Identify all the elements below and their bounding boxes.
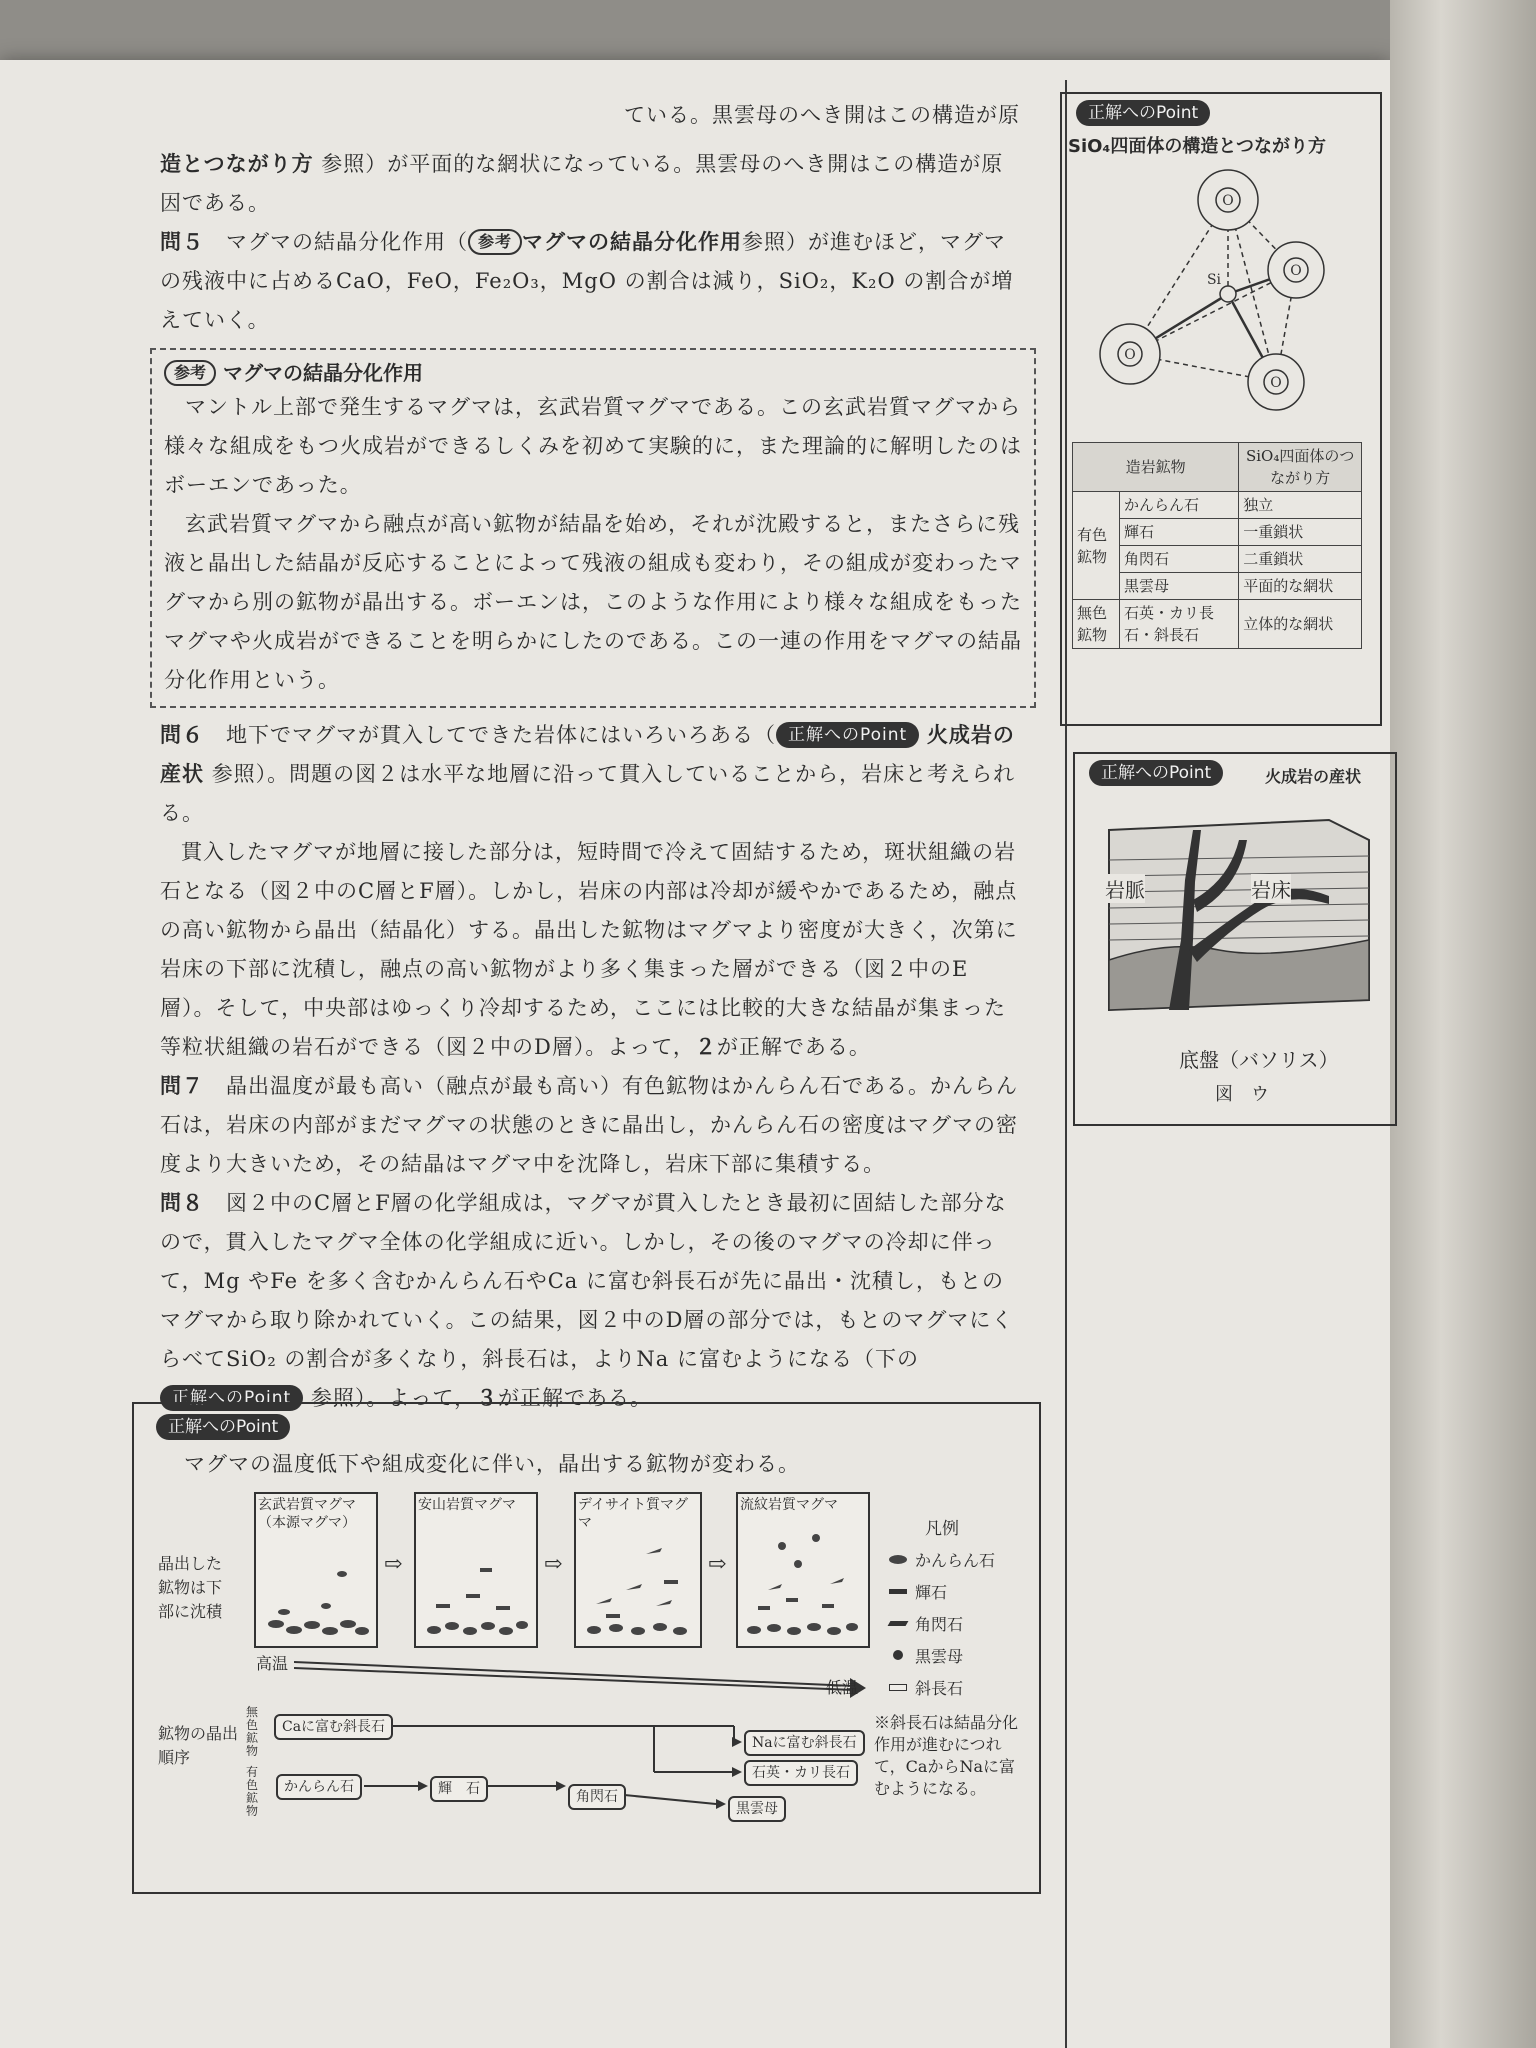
question-label: 問５ bbox=[160, 230, 204, 254]
point-box-crystallization bbox=[132, 1402, 1041, 1894]
reference-heading bbox=[164, 358, 1022, 388]
settling-label: 晶出した鉱物は下部に沈積 bbox=[158, 1554, 223, 1621]
magma-title: 玄武岩質マグマ（本源マグマ） bbox=[258, 1497, 356, 1531]
magma-title: デイサイト質マグマ bbox=[578, 1497, 689, 1531]
oxygen-label: O bbox=[1222, 193, 1234, 209]
point-box-sio4 bbox=[1060, 92, 1382, 726]
text: 参照）。問題の図２は水平な地層に沿って貫入していることから，岩床と考えられる。 bbox=[160, 762, 1016, 825]
table-cell: 独立 bbox=[1239, 492, 1362, 519]
oxygen-label: O bbox=[1290, 263, 1302, 279]
legend-label: 輝石 bbox=[915, 1582, 948, 1602]
table-header: 造岩鉱物 bbox=[1073, 443, 1239, 492]
oxygen-label: O bbox=[1270, 375, 1282, 391]
point-lead: マグマの温度低下や組成変化に伴い，晶出する鉱物が変わる。 bbox=[184, 1452, 800, 1476]
text: 地下でマグマが貫入してできた岩体にはいろいろある（ bbox=[226, 723, 776, 747]
batholith-label: 底盤（バソリス） bbox=[1179, 1048, 1339, 1072]
paragraph-q8 bbox=[160, 1184, 1020, 1418]
reference-paragraph-1: マントル上部で発生するマグマは，玄武岩質マグマである。この玄武岩質マグマから様々な組成をもつ火成岩ができるしくみを初めて実験的に，また理論的に解明したのはボーエンであった。 bbox=[164, 395, 1022, 497]
paragraph-q5 bbox=[160, 223, 1020, 340]
paragraph-q6 bbox=[160, 716, 1020, 833]
box-biotite: 黒雲母 bbox=[728, 1796, 786, 1822]
box-na-plagioclase: Naに富む斜長石 bbox=[744, 1730, 865, 1756]
point-tag: 正解へのPoint bbox=[160, 1385, 303, 1411]
reference-box bbox=[150, 348, 1036, 708]
bold-ref: 火成岩の産状 bbox=[160, 723, 1015, 786]
text: マグマの結晶分化作用（ bbox=[226, 230, 468, 254]
plagioclase-note: ※斜長石は結晶分化作用が進むにつれて，CaからNaに富むようになる。 bbox=[874, 1713, 1019, 1798]
high-temp-label: 高温 bbox=[256, 1654, 289, 1673]
low-temp-label: 低温 bbox=[826, 1678, 859, 1697]
ref-tag: 参考 bbox=[164, 360, 216, 386]
point-tag: 正解へのPoint bbox=[1089, 760, 1223, 786]
oxygen-label: O bbox=[1124, 347, 1136, 363]
table-cell: 角閃石 bbox=[1120, 546, 1239, 573]
legend-label: 斜長石 bbox=[915, 1678, 964, 1698]
sio4-tetrahedron-diagram bbox=[1062, 164, 1380, 434]
text: 参照）が進むほど，マグマの残液中に占めるCaO，FeO，Fe₂O₃，MgO の割合は減り，SiO₂，K₂O の割合が増えていく。 bbox=[160, 230, 1014, 332]
table-cell: かんらん石 bbox=[1120, 492, 1239, 519]
paragraph-q4-end bbox=[160, 145, 1020, 223]
bold-ref: マグマの結晶分化作用 bbox=[522, 230, 743, 254]
box-pyroxene: 輝 石 bbox=[430, 1776, 488, 1802]
colorless-label: 無色鉱物 bbox=[246, 1705, 259, 1758]
box-ca-plagioclase: Caに富む斜長石 bbox=[274, 1714, 393, 1740]
reference-title: マグマの結晶分化作用 bbox=[222, 361, 423, 385]
carryover-line: ている。黒雲母のへき開はこの構造が原 bbox=[624, 103, 1020, 127]
main-column bbox=[160, 96, 1020, 1418]
arrow-right-icon: ⇨ bbox=[544, 1552, 563, 1577]
occurrence-title: 火成岩の産状 bbox=[1265, 767, 1362, 786]
table-cell: 黒雲母 bbox=[1120, 573, 1239, 600]
arrow-right-icon: ⇨ bbox=[708, 1552, 727, 1577]
question-label: 問７ bbox=[160, 1074, 204, 1098]
table-cell: 立体的な網状 bbox=[1239, 600, 1362, 649]
table-cell: 一重鎖状 bbox=[1239, 519, 1362, 546]
point-tag: 正解へのPoint bbox=[776, 722, 919, 748]
colored-minerals-label: 有色鉱物 bbox=[1073, 492, 1120, 600]
sill-label: 岩床 bbox=[1251, 874, 1291, 903]
text: 貫入したマグマが地層に接した部分は，短時間で冷えて固結するため，斑状組織の岩石となる（図２中のC層とF層）。しかし，岩床の内部は冷却が緩やかであるため，融点の高い鉱物から晶出（結晶化）する。晶出した鉱物はマグマより密度が大きく，次第に岩床の下部に沈積し，融点の高い鉱物がより多く集まった層ができる（図２中のE層）。そして，中央部はゆっくり冷却するため，ここには比較的大きな結晶が集まった等粒状組織の岩石ができる（図２中のD層）。よって， bbox=[160, 840, 1018, 1059]
box-olivine: かんらん石 bbox=[276, 1774, 362, 1800]
question-label: 問６ bbox=[160, 723, 204, 747]
reference-paragraph-2: 玄武岩質マグマから融点が高い鉱物が結晶を始め，それが沈殿すると，またさらに残液と晶出した結晶が反応することによって残液の組成も変わり，その組成が変わったマグマから別の鉱物が晶出する。ボーエンは，このような作用により様々な組成をもったマグマや火成岩ができることを明らかにしたのである。この一連の作用をマグマの結晶分化作用という。 bbox=[164, 512, 1022, 692]
answer: ２ bbox=[694, 1035, 717, 1059]
silicon-label: Si bbox=[1206, 272, 1222, 288]
colorless-minerals-label: 無色鉱物 bbox=[1073, 600, 1120, 649]
legend-title: 凡例 bbox=[925, 1519, 959, 1539]
paragraph-q7 bbox=[160, 1067, 1020, 1184]
answer: ３ bbox=[476, 1386, 498, 1410]
order-label: 鉱物の晶出順序 bbox=[158, 1724, 239, 1767]
table-cell: 二重鎖状 bbox=[1239, 546, 1362, 573]
magma-title: 安山岩質マグマ bbox=[418, 1497, 516, 1513]
text: 参照）が平面的な網状になっている。黒雲母のへき開はこの構造が原因である。 bbox=[160, 152, 1004, 215]
table-cell: 平面的な網状 bbox=[1239, 573, 1362, 600]
box-quartz-kfeldspar: 石英・カリ長石 bbox=[744, 1760, 858, 1786]
colored-label: 有色鉱物 bbox=[246, 1765, 259, 1818]
paragraph-q6-detail bbox=[160, 833, 1020, 1067]
legend-label: 角閃石 bbox=[915, 1614, 964, 1634]
text: 参照）。よって， bbox=[310, 1386, 476, 1410]
igneous-occurrence-diagram bbox=[1089, 800, 1389, 1030]
text: 晶出温度が最も高い（融点が最も高い）有色鉱物はかんらん石である。かんらん石は，岩床の内部がまだマグマの状態のときに晶出し，かんらん石の密度はマグマの密度より大きいため，その結晶はマグマ中を沈降し，岩床下部に集積する。 bbox=[160, 1074, 1018, 1176]
point-tag: 正解へのPoint bbox=[156, 1414, 290, 1440]
dike-label: 岩脈 bbox=[1105, 874, 1145, 903]
mineral-table bbox=[1072, 442, 1362, 649]
bold-ref: 造とつながり方 bbox=[160, 152, 314, 176]
text: が正解である。 bbox=[498, 1386, 652, 1410]
table-header: SiO₄四面体のつながり方 bbox=[1239, 443, 1362, 492]
question-label: 問８ bbox=[160, 1191, 204, 1215]
text: 図２中のC層とF層の化学組成は，マグマが貫入したとき最初に固結した部分なので，貫入したマグマ全体の化学組成に近い。しかし，その後のマグマの冷却に伴って，Mg やFe を多く含むかんらん石やCa に富む斜長石が先に晶出・沈積し，もとのマグマから取り除かれていく。この結果，図２中のD層の部分では，もとのマグマにくらべてSiO₂ の割合が多くなり，斜長石は，よりNa に富むようになる（下の bbox=[160, 1191, 1014, 1371]
text: が正解である。 bbox=[716, 1035, 871, 1059]
arrow-right-icon: ⇨ bbox=[384, 1552, 403, 1577]
box-amphibole: 角閃石 bbox=[568, 1784, 626, 1810]
page-stack-edge bbox=[1390, 0, 1536, 2048]
table-cell: 石英・カリ長石・斜長石 bbox=[1120, 600, 1239, 649]
figure-caption: 図 ウ bbox=[1215, 1084, 1269, 1105]
point-box-igneous-occurrence bbox=[1073, 752, 1397, 1126]
table-cell: 輝石 bbox=[1120, 519, 1239, 546]
ref-tag: 参考 bbox=[468, 229, 522, 255]
sio4-subtitle: SiO₄四面体の構造とつながり方 bbox=[1068, 136, 1326, 157]
order-arrows bbox=[134, 1404, 1039, 1892]
legend-label: かんらん石 bbox=[915, 1550, 996, 1570]
magma-title: 流紋岩質マグマ bbox=[740, 1497, 838, 1513]
point-tag: 正解へのPoint bbox=[1076, 100, 1210, 126]
legend-label: 黒雲母 bbox=[915, 1646, 964, 1666]
